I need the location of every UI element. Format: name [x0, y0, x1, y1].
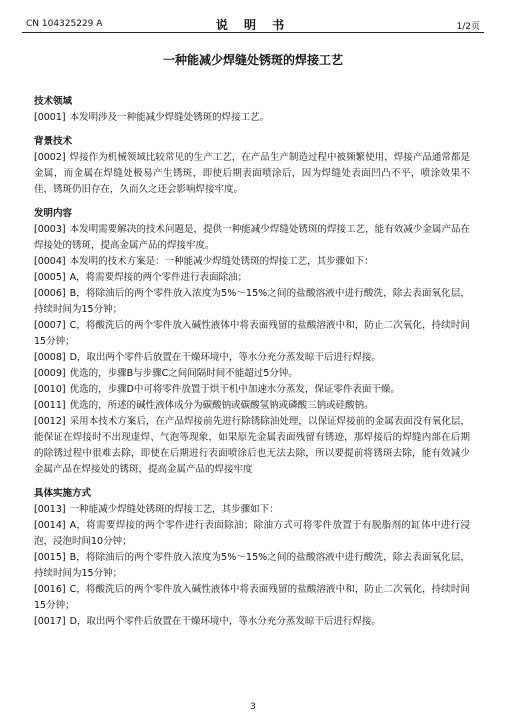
paragraph-text: D，取出两个零件后放置在干燥环境中，等水分充分蒸发晾干后进行焊接。 [69, 352, 381, 363]
paragraph-number: [0006] [34, 288, 66, 299]
paragraph-text: B，将除油后的两个零件放入浓度为5%～15%之间的盐酸溶液中进行酸洗，除去表面氧化层，持续时间为15分钟； [34, 288, 470, 315]
paragraph-text: 优选的，步骤B与步骤C之间间隔时间不能超过5分钟。 [69, 368, 298, 379]
paragraph-text: A，将需要焊接的两个零件进行表面除油； [69, 272, 248, 283]
paragraph [34, 582, 470, 614]
paragraph-text: 焊接作为机械领域比较常见的生产工艺，在产品生产制造过程中被频繁使用，焊接产品通常都是金属，而金属在焊缝处极易产生锈斑，即使后期表面喷涂后，因为焊缝处表面凹凸不平，喷涂效果不佳，锈斑仍旧存在，久而久之还会影响焊接牢度。 [34, 152, 470, 195]
paragraph-number: [0015] [34, 552, 66, 563]
paragraph-number: [0011] [34, 400, 66, 411]
paragraph-number: [0014] [34, 520, 66, 531]
paragraph-number: [0012] [34, 416, 66, 427]
paragraph [34, 614, 470, 630]
paragraph-text: 本发明涉及一种能减少焊缝处锈斑的焊接工艺。 [69, 112, 270, 123]
paragraph [34, 350, 470, 366]
paragraph-number: [0016] [34, 584, 66, 595]
paragraph-text: 采用本技术方案后，在产品焊接前先进行除锈除油处理，以保证焊接前的金属表面没有氧化层，能保证在焊接时不出现虚焊、气泡等现象，如果原先金属表面残留有锈迹，那焊接后的焊缝内部在后期的除锈过程中很难去除，即使在后期进行表面喷涂后也无法去除，所以要提前将锈斑去除，能有效减少金属产品在焊接处的锈斑，提高金属产品的焊接牢度 [34, 416, 470, 475]
paragraph-text: 优选的，所述的碱性液体成分为碳酸钠或碳酸氢钠或磷酸三钠或硅酸钠。 [69, 400, 374, 411]
paragraph-text: C，将酸洗后的两个零件放入碱性液体中将表面残留的盐酸溶液中和，防止二次氧化，持续时间15分钟； [34, 584, 470, 611]
paragraph-number: [0017] [34, 616, 66, 627]
paragraph-number: [0009] [34, 368, 66, 379]
paragraph-text: 一种能减少焊缝处锈斑的焊接工艺，其步骤如下： [69, 504, 279, 515]
paragraph-text: B，将除油后的两个零件放入浓度为5%～15%之间的盐酸溶液中进行酸洗，除去表面氧化层，持续时间为15分钟； [34, 552, 470, 579]
paragraph [34, 254, 470, 270]
paragraph [34, 110, 470, 126]
paragraph [34, 550, 470, 582]
paragraph-number: [0001] [34, 112, 66, 123]
page-number: 3 [250, 702, 256, 712]
document-type: 说 明 书 [215, 18, 291, 32]
paragraph [34, 150, 470, 198]
paragraph-text: D，取出两个零件后放置在干燥环境中，等水分充分蒸发晾干后进行焊接。 [69, 616, 381, 627]
paragraph-text: A，将需要焊接的两个零件进行表面除油；除油方式可将零件放置于有脱脂剂的缸体中进行浸泡，浸泡时间10分钟； [34, 520, 470, 547]
section-heading: 具体实施方式 [34, 488, 92, 499]
paragraph [34, 222, 470, 254]
paragraph [34, 414, 470, 478]
section-heading: 背景技术 [34, 136, 73, 147]
paragraph-number: [0004] [34, 256, 66, 267]
paragraph-text: 本发明需要解决的技术问题是，提供一种能减少焊缝处锈斑的焊接工艺，能有效减少金属产品在焊接处的锈斑，提高金属产品的焊接牢度。 [34, 224, 470, 251]
paragraph [34, 286, 470, 318]
paragraph [34, 366, 470, 382]
page-indicator: 1/2页 [456, 22, 480, 32]
section-heading: 发明内容 [34, 208, 73, 219]
paragraph [34, 318, 470, 350]
paragraph-number: [0003] [34, 224, 66, 235]
paragraph [34, 382, 470, 398]
paragraph-text: C，将酸洗后的两个零件放入碱性液体中将表面残留的盐酸溶液中和，防止二次氧化，持续时间15分钟； [34, 320, 470, 347]
page-title: 一种能减少焊缝处锈斑的焊接工艺 [162, 53, 343, 67]
paragraph-text: 本发明的技术方案是：一种能减少焊缝处锈斑的焊接工艺，其步骤如下： [69, 256, 374, 267]
paragraph [34, 270, 470, 286]
paragraph-number: [0008] [34, 352, 66, 363]
paragraph [34, 398, 470, 414]
paragraph-number: [0007] [34, 320, 66, 331]
paragraph-number: [0005] [34, 272, 66, 283]
paragraph-number: [0010] [34, 384, 66, 395]
paragraph-text: 优选的，步骤D中可将零件放置于烘干机中加速水分蒸发，保证零件表面干燥。 [69, 384, 400, 395]
paragraph-number: [0013] [34, 504, 66, 515]
paragraph-number: [0002] [34, 152, 66, 163]
document-body [34, 84, 470, 630]
patent-number: CN 104325229 A [26, 19, 103, 29]
paragraph [34, 502, 470, 518]
section-heading: 技术领域 [34, 96, 73, 107]
page-header [22, 16, 484, 33]
paragraph [34, 518, 470, 550]
